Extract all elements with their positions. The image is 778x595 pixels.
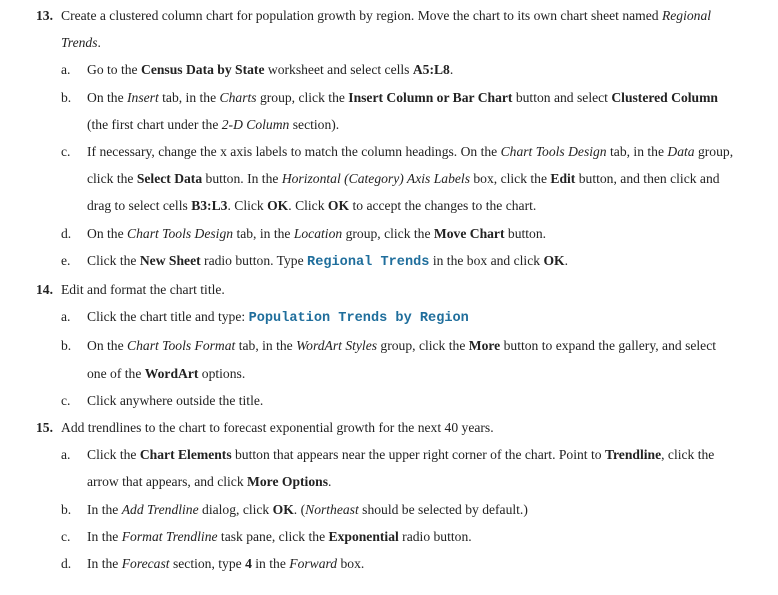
text-run: Click the (87, 252, 140, 268)
text-run: . (449, 62, 454, 78)
text-run: in the (251, 556, 290, 572)
text-run: tab, in the (158, 89, 220, 105)
text-run: Click anywhere outside the title. (87, 392, 264, 408)
text-run: radio button. Type (200, 252, 308, 268)
step-number: 14. (36, 282, 53, 298)
text-run: If necessary, change the x axis labels to match the column headings. On the (87, 144, 501, 160)
substep (0, 220, 778, 247)
substep-letter: a. (61, 309, 71, 325)
text-run: , click the arrow that appears, and click (87, 447, 715, 490)
typed-text: Regional Trends (307, 254, 430, 270)
text-run: Click the chart title and type: (87, 309, 249, 325)
italic-text: Chart Tools Design (127, 225, 234, 241)
step-15 (0, 414, 778, 441)
substep-letter: d. (61, 556, 72, 572)
substep-letter: a. (61, 447, 71, 463)
text-run: box, click the (469, 171, 551, 187)
text-run: On the (87, 225, 128, 241)
italic-text: Forecast (121, 556, 170, 572)
text-run: Add trendlines to the chart to forecast exponential growth for the next 40 years. (61, 420, 494, 436)
text-run: group, click the (256, 89, 349, 105)
text-run: On the (87, 338, 128, 354)
text-run: . ( (293, 501, 306, 517)
text-run: to accept the changes to the chart. (349, 198, 537, 214)
text-run: task pane, click the (217, 528, 329, 544)
text-run: tab, in the (235, 338, 297, 354)
bold-text: B3:L3 (191, 198, 228, 214)
text-run: button that appears near the upper right corner of the chart. Point to (231, 447, 605, 463)
text-run: should be selected by default.) (358, 501, 528, 517)
substep-letter: c. (61, 144, 71, 160)
text-run: . (564, 252, 568, 268)
step-number: 15. (36, 420, 53, 436)
substep (0, 496, 778, 523)
italic-text: WordArt Styles (296, 338, 378, 354)
bold-text: WordArt (144, 365, 199, 381)
bold-text: OK (327, 198, 350, 214)
text-run: worksheet and select cells (264, 62, 413, 78)
italic-text: Data (667, 144, 695, 160)
italic-text: Format Trendline (121, 528, 218, 544)
text-run: On the (87, 89, 128, 105)
bold-text: OK (543, 252, 565, 268)
bold-text: Edit (550, 171, 576, 187)
substep (0, 523, 778, 550)
bold-text: 4 (245, 556, 252, 572)
step-number: 13. (36, 8, 53, 23)
bold-text: OK (272, 501, 294, 517)
text-run: tab, in the (233, 225, 294, 241)
italic-text: Location (293, 225, 343, 241)
bold-text: OK (267, 198, 289, 214)
text-run: tab, in the (606, 144, 668, 160)
bold-text: Trendline (604, 447, 662, 463)
bold-text: Move Chart (433, 225, 505, 241)
bold-text: Insert Column or Bar Chart (348, 89, 513, 105)
bold-text: More (468, 338, 501, 354)
substep-letter: e. (61, 252, 71, 268)
text-run: . (97, 35, 101, 51)
text-run: button and select (512, 89, 612, 105)
text-run: section). (289, 116, 340, 132)
substep (0, 84, 778, 138)
text-run: button. (504, 225, 547, 241)
text-run: (the first chart under the (87, 116, 222, 132)
substep (0, 303, 778, 332)
text-run: In the (87, 556, 122, 572)
text-run: radio button. (398, 528, 472, 544)
text-run: . (327, 474, 332, 490)
text-run: section, type (169, 556, 246, 572)
text-run: In the (87, 501, 122, 517)
italic-text: Horizontal (Category) Axis Labels (281, 171, 470, 187)
bold-text: Exponential (328, 528, 399, 544)
italic-text: 2-D Column (221, 116, 290, 132)
substep (0, 332, 778, 386)
text-run: Click the (87, 447, 140, 463)
substep-letter: d. (61, 225, 72, 241)
text-run: options. (198, 365, 246, 381)
text-run: dialog, click (198, 501, 273, 517)
italic-text: Insert (127, 89, 159, 105)
bold-text: Clustered Column (611, 89, 718, 105)
substep-letter: c. (61, 528, 71, 544)
italic-text: Forward (289, 556, 338, 572)
text-run: Create a clustered column chart for population growth by region. Move the chart to its own chart sheet named (61, 8, 662, 23)
italic-text: Chart Tools Format (127, 338, 236, 354)
text-run: group, click the (377, 338, 469, 354)
bold-text: New Sheet (139, 252, 201, 268)
substep-letter: a. (61, 62, 71, 78)
typed-text: Population Trends by Region (248, 311, 469, 327)
substep (0, 56, 778, 83)
instruction-list (0, 2, 778, 577)
text-run: button. In the (202, 171, 282, 187)
text-run: group, click the (87, 144, 734, 187)
text-run: Go to the (87, 62, 141, 78)
text-run: group, click the (342, 225, 434, 241)
substep (0, 247, 778, 276)
substep (0, 550, 778, 577)
italic-text: Chart Tools Design (500, 144, 607, 160)
italic-text: Northeast (305, 501, 359, 517)
bold-text: A5:L8 (412, 62, 450, 78)
text-run: . Click (288, 198, 328, 214)
substep (0, 387, 778, 414)
bold-text: More Options (247, 474, 328, 490)
substep-letter: b. (61, 501, 72, 517)
bold-text: Chart Elements (139, 447, 232, 463)
text-run: In the (87, 528, 122, 544)
bold-text: Census Data by State (141, 62, 265, 78)
substep (0, 138, 778, 220)
step-14 (0, 276, 778, 303)
substep-letter: b. (61, 89, 72, 105)
substep-letter: c. (61, 392, 71, 408)
text-run: Edit and format the chart title. (61, 282, 225, 298)
substep-letter: b. (61, 338, 72, 354)
bold-text: Select Data (136, 171, 203, 187)
text-run: button, and then click and drag to select cells (87, 171, 720, 214)
substep (0, 441, 778, 495)
italic-text: Add Trendline (121, 501, 199, 517)
text-run: button to expand the gallery, and select one of the (87, 338, 717, 381)
step-13 (0, 2, 778, 56)
text-run: box. (337, 556, 365, 572)
italic-text: Charts (219, 89, 257, 105)
italic-text: Regional Trends (61, 8, 712, 51)
text-run: . Click (227, 198, 268, 214)
text-run: in the box and click (429, 252, 544, 268)
